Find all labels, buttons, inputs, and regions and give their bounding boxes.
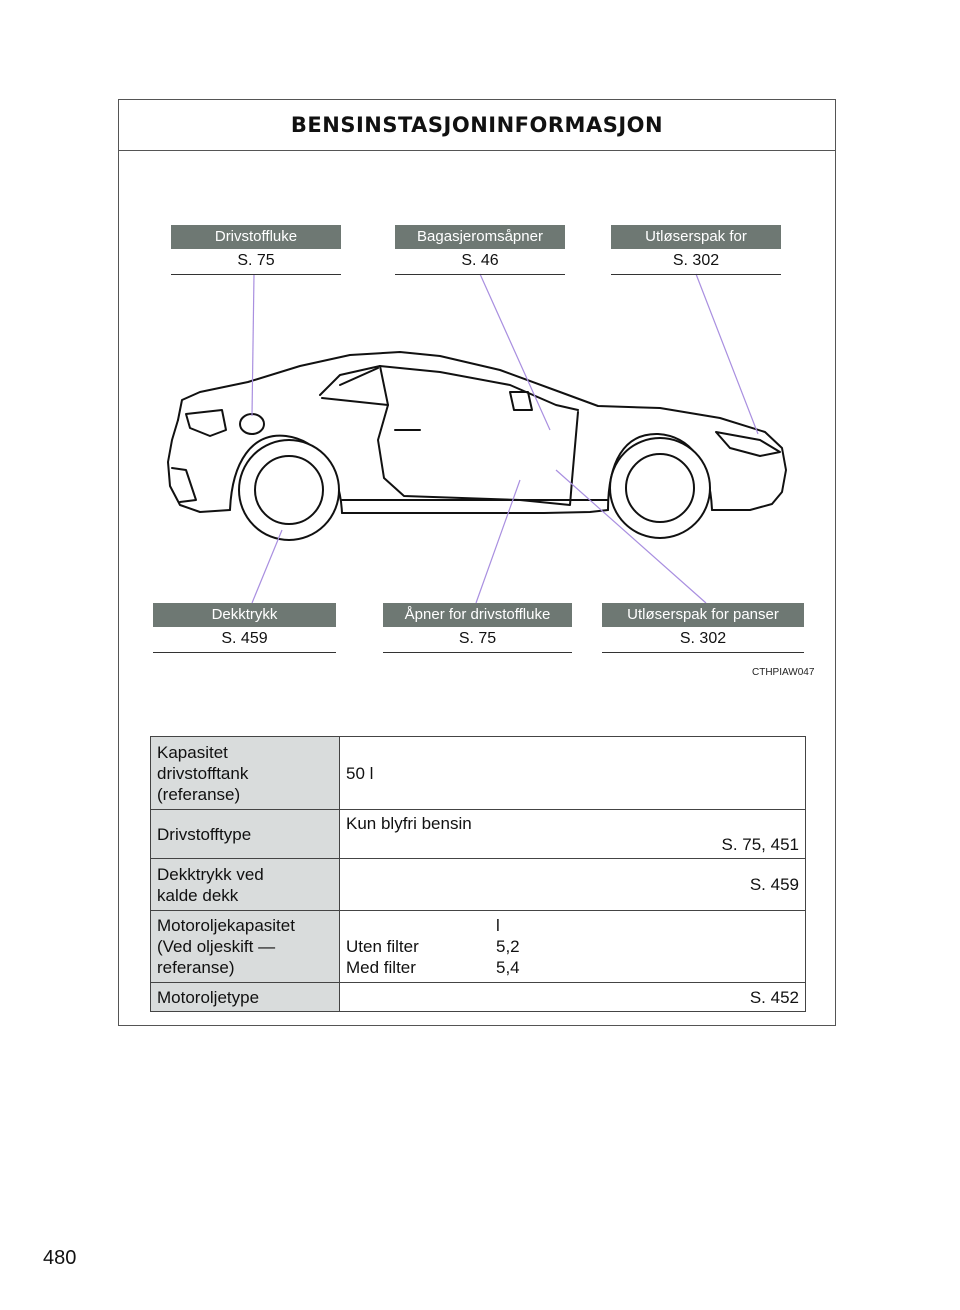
page-number: 480 bbox=[43, 1247, 77, 1269]
oil-capacity-grid bbox=[346, 915, 799, 978]
label-line: Motoroljekapasitet bbox=[157, 916, 295, 935]
callout-label: Dekktrykk bbox=[153, 603, 336, 627]
callout-page-ref: S. 302 bbox=[602, 627, 804, 653]
label-line: referanse) bbox=[157, 958, 235, 977]
row-label: Drivstofftype bbox=[151, 810, 340, 859]
unit-label: l bbox=[496, 916, 500, 935]
without-filter-label: Uten filter bbox=[346, 937, 419, 956]
callout-page-ref: S. 459 bbox=[153, 627, 336, 653]
fuel-type-value: Kun blyfri bensin bbox=[346, 814, 472, 833]
callout-page-ref: S. 75 bbox=[171, 249, 341, 275]
callout-tire-pressure bbox=[153, 603, 336, 653]
label-line: (Ved oljeskift — bbox=[157, 937, 276, 956]
row-value bbox=[340, 737, 806, 810]
capacity-value: 50 l bbox=[346, 763, 374, 783]
row-label bbox=[151, 911, 340, 983]
callout-hood-release bbox=[602, 603, 804, 653]
callout-label: Utløserspak for bbox=[611, 225, 781, 249]
label-line: (referanse) bbox=[157, 784, 241, 804]
callout-label: Utløserspak for panser bbox=[602, 603, 804, 627]
label-line: kalde dekk bbox=[157, 885, 239, 905]
figure-code: CTHPIAW047 bbox=[752, 667, 815, 678]
page-ref: S. 452 bbox=[749, 987, 799, 1007]
callout-hood-release-top bbox=[611, 225, 781, 275]
table-row bbox=[151, 859, 806, 911]
callout-label: Drivstoffluke bbox=[171, 225, 341, 249]
callout-fuel-door-opener bbox=[383, 603, 572, 653]
fuel-info-table bbox=[150, 736, 806, 1012]
row-label: Motoroljetype bbox=[151, 983, 340, 1012]
table-row bbox=[151, 810, 806, 859]
callout-trunk-opener bbox=[395, 225, 565, 275]
label-line: Kapasitet bbox=[157, 742, 228, 762]
callout-page-ref: S. 46 bbox=[395, 249, 565, 275]
row-value bbox=[340, 810, 806, 859]
row-value bbox=[340, 859, 806, 911]
callout-fuel-door bbox=[171, 225, 341, 275]
page-ref: S. 459 bbox=[749, 875, 799, 894]
row-label bbox=[151, 737, 340, 810]
row-value bbox=[340, 911, 806, 983]
with-filter-value: 5,4 bbox=[496, 958, 520, 977]
table-row bbox=[151, 737, 806, 810]
with-filter-label: Med filter bbox=[346, 958, 416, 977]
callout-page-ref: S. 75 bbox=[383, 627, 572, 653]
table-row bbox=[151, 911, 806, 983]
label-line: drivstofftank bbox=[157, 763, 249, 783]
without-filter-value: 5,2 bbox=[496, 937, 520, 956]
callout-label: Åpner for drivstoffluke bbox=[383, 603, 572, 627]
row-value bbox=[340, 983, 806, 1012]
section-title: BENSINSTASJONINFORMASJON bbox=[290, 113, 664, 137]
page-ref: S. 75, 451 bbox=[721, 835, 799, 854]
callout-label: Bagasjeromsåpner bbox=[395, 225, 565, 249]
label-line: Dekktrykk ved bbox=[157, 864, 264, 884]
callout-page-ref: S. 302 bbox=[611, 249, 781, 275]
table-row bbox=[151, 983, 806, 1012]
row-label bbox=[151, 859, 340, 911]
